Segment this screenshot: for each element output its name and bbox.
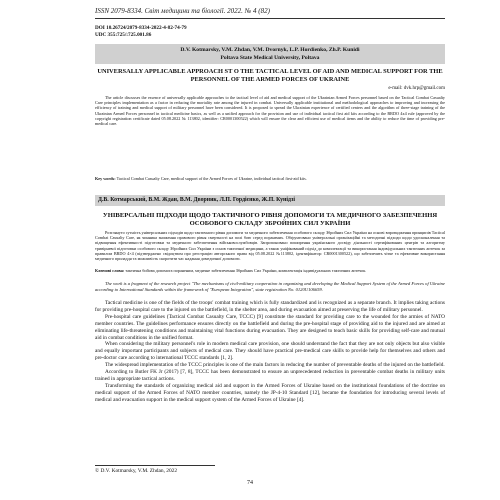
author-block-en (95, 44, 445, 64)
email-line: e-mail: dvk.hrp@gmail.com (388, 86, 445, 91)
article-title-en: UNIVERSALLY APPLICABLE APPROACH ST O THE TACTICAL LEVEL OF AID AND MEDICAL SUPPORT FOR THE PERSONNEL OF THE ARMED FORCES OF UKRAINE (97, 68, 443, 83)
copyright-line: © D.V. Kotmarsky, V.M. Zhdan, 2022 (95, 468, 178, 474)
keywords-en-text: Tactical Combat Casualty Care, medical support of the Armed Forces of Ukraine, individual tactical first-aid kits. (116, 176, 307, 181)
udc-line: UDC 355:725/:725.001.86 (95, 32, 152, 38)
funding-note: The work is a fragment of the research project "The mechanisms of civil-military cooperation in organizing and developing the Medical Support System of the Armed Forces of Ukraine according to International Standards within the framework of "European Integration", state registration No. 0120U106659. (95, 281, 445, 292)
body-paragraph: According to Butler FK Jr (2017) [7, 8], TCCC has been demonstrated to ensure an unprecedented reduction in preventable combat deaths in military units trained in appropriate tactical actions. (95, 369, 445, 382)
keywords-ua (95, 268, 445, 273)
body-paragraph: Transforming the standards of organizing medical aid and support in the Armed Forces of Ukraine based on the institutional foundations of the doctrine on medical support of the Armed Forces of NATO member countries, namely the JP-4-10 Standard [12], became the foundation for introducing several levels of medical and evacuation support in the medical support system of the Armed Forces of Ukraine [4]. (95, 382, 445, 403)
authors-en: D.V. Kotmarsky, V.M. Zhdan, V.M. Dvornyk, L.P. Hordienko, Zh.P. Kunidi (180, 47, 360, 53)
article-title-ua: УНІВЕРСАЛЬНІ ПІДХОДИ ЩОДО ТАКТИЧНОГО РІВНЯ ДОПОМОГИ ТА МЕДИЧНОГО ЗАБЕЗПЕЧЕННЯ ОСОБОВОГО СКЛАДУ ЗБРОЙНИХ СИЛ УКРАЇНИ (102, 212, 438, 227)
keywords-en-label: Key words: (95, 176, 116, 181)
body-paragraph: Tactical medicine is one of the fields of the troops' combat training which is fully standardized and is recognized as a separate branch. It implies taking actions for providing pre-hospital care to the injured on the battlefield, in the shelter area, and during evacuation aimed at preserving the life of military personnel. (95, 300, 445, 313)
abstract-en: The article discusses the essence of universally applicable approaches to the tactical level of aid and medical support of the Ukrainian Armed Forces personnel based on the Tactical Combat Casualty Care principles implementation as a factor in reducing the mortality rate among the injured in combat. Universally applicable institutional and methodological approaches to improving and increasing the efficiency of training and medical support of military personnel have been considered. It is proposed to spread the Ukrainian experience of certified centers and the algorithm of three-stage training of the Ukrainian Armed Forces personnel in tactical medicine basics, as well as a unified approach for the provision and use of individual tactical first aid kits according to the BRDO 4x4 rule (approved by the copyright registration certificate dated 05.08.2022 № 113802, identifier: CR0001300522) which will ensure the clear and efficient use of medical items and the ability to reduce the time of providing pre-medical care. (95, 95, 445, 127)
affiliation-en: Poltava State Medical University, Poltava (220, 55, 320, 61)
body-paragraph: Pre-hospital care guidelines (Tactical Combat Casualty Care, TCCC) [9] constitute the standard for providing care to the wounded for the armies of NATO member countries. The guidelines performance ensures directly on the battlefield and during the pre-hospital stage of providing aid to the injured and are aimed at eliminating life-threatening conditions and maintaining vital functions during evacuation. They are designed to teach basic skills for providing self-care and mutual aid in combat conditions in the unified format. (95, 313, 445, 341)
keywords-en (95, 176, 445, 181)
article-body (95, 300, 445, 404)
running-head: ISSN 2079-8334. Світ медицини та біології. 2022. № 4 (82) (95, 7, 270, 15)
abstract-ua: Розглянуто сутність універсальних підходів щодо тактичного рівня допомоги та медичного забезпечення особового складу Збройних Сил України на основі впровадження принципів Tactical Combat Casualty Care, як чинника зниження правового рівня смертності на полі бою серед поранених. Обґрунтовано універсальні організаційні та методичні підходи щодо удосконалення та підвищення ефективності підготовки та медичного забезпечення військовослужбовців. Запропоновано поширення українського досвіду діяльності сертифікованих центрів та алгоритму тривірневої підготовки особового складу Збройних Сил України з основ тактичної медицини, а також уніфікований підхід до комплектації та використання індивідуальних тактичних аптечок за правилом BRDO 4×4 (підтверджено свідоцтвом про реєстрацію авторського права від 05.08.2022 №113802, ідентифікатор: CR0001300522), що забезпечить чітке та ефективне використання медичного приладдя та можливість скоротити час надання домедичної допомоги. (95, 230, 445, 262)
keywords-ua-text: тактична бойова допомога пораненим, медичне забезпечення Збройних Сил України, комплектація індивідуальних тактичних аптечок. (125, 268, 367, 273)
author-block-ua: Д.В. Котмарський, В.М. Ждан, В.М. Дворник, Л.П. Гордієнко, Ж.П. Кунідзі (95, 195, 445, 206)
header-rule (95, 18, 445, 19)
page-number: 74 (247, 480, 253, 486)
keywords-ua-label: Ключові слова: (95, 268, 125, 273)
doi-line: DOI 10.26724/2079-8334-2022-4-82-74-79 (95, 25, 187, 31)
body-paragraph: The widespread implementation of the TCCC principles is one of the main factors in reducing the number of preventable deaths of the injured on the battlefield. (105, 362, 445, 369)
body-paragraph: When considering the military personnel's role in modern medical care provision, one should understand the fact that they are not only objects but also visible and equally important participants and subjects of medical care. They should have practical pre-medical care skills to provide help for themselves and others and pre-doctor care according to international TCCC standards [1, 2]. (95, 341, 445, 362)
footnote-rule (95, 465, 215, 466)
